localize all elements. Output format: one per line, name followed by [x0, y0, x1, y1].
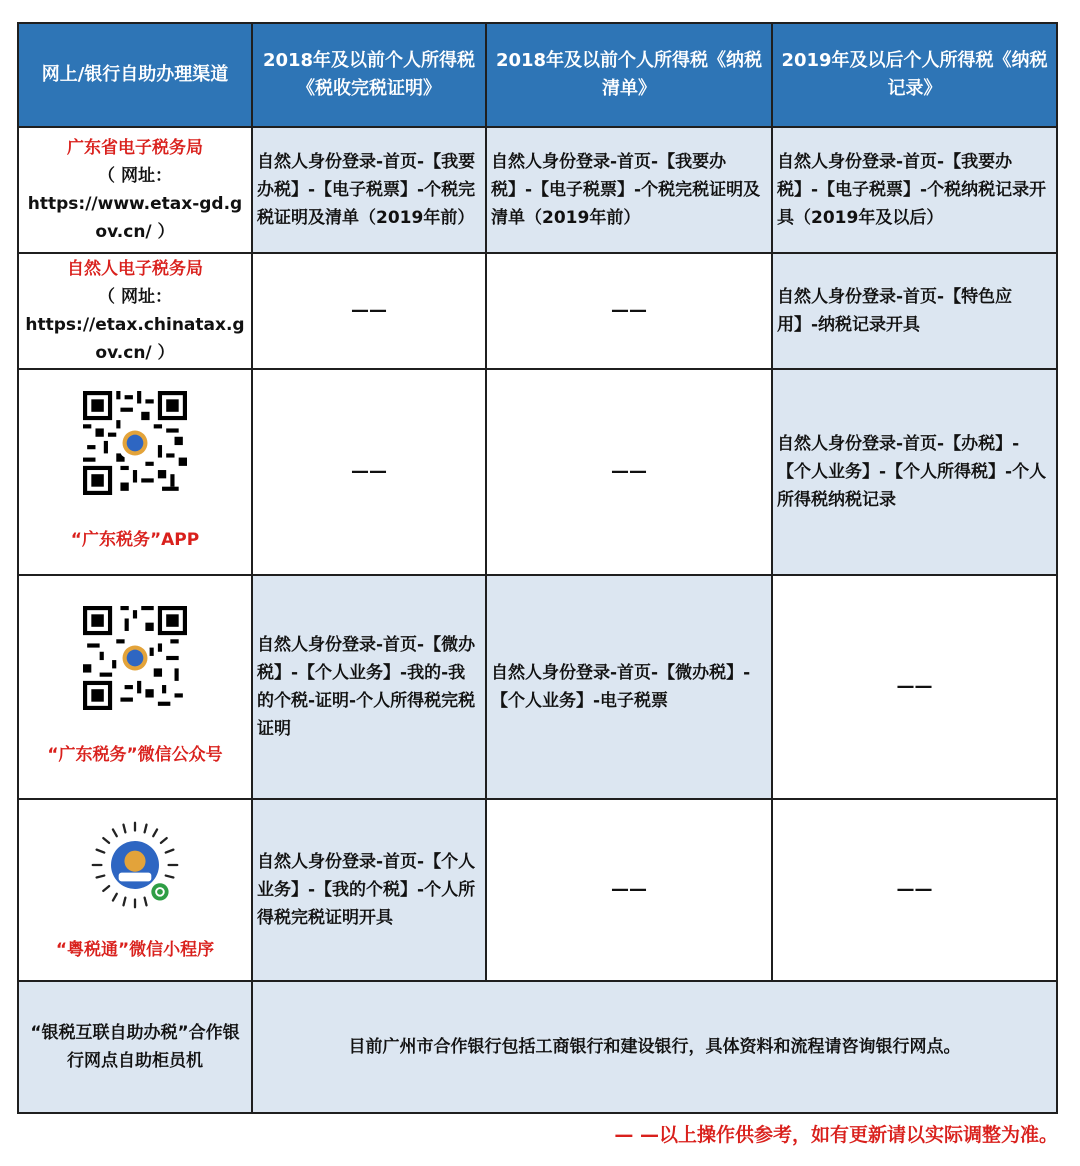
header-2018-list: 2018年及以前个人所得税《纳税清单》: [486, 23, 772, 127]
table-row: [18, 575, 1057, 799]
channel-cell: [18, 575, 252, 799]
channel-name: “广东税务”APP: [70, 529, 200, 550]
cell-2018-certificate: 自然人身份登录-首页-【个人业务】-【我的个税】-个人所得税完税证明开具: [252, 799, 486, 981]
table-header-row: [18, 23, 1057, 127]
table-row: [18, 369, 1057, 575]
channel-cell: [18, 127, 252, 253]
cell-2018-certificate: ——: [252, 369, 486, 575]
tax-channels-table: [17, 22, 1058, 1114]
header-2018-certificate: 2018年及以前个人所得税《税收完税证明》: [252, 23, 486, 127]
header-2019-record: 2019年及以后个人所得税《纳税记录》: [772, 23, 1057, 127]
cell-2018-list: 自然人身份登录-首页-【我要办税】-【电子税票】-个税完税证明及清单（2019年前）: [486, 127, 772, 253]
merged-bank-note: 目前广州市合作银行包括工商银行和建设银行，具体资料和流程请咨询银行网点。: [252, 981, 1057, 1113]
table-row: [18, 981, 1057, 1113]
channel-cell: [18, 799, 252, 981]
channel-url[interactable]: https://www.etax-gd.gov.cn/ ）: [27, 194, 243, 242]
cell-2018-list: ——: [486, 799, 772, 981]
cell-2019-record: 自然人身份登录-首页-【特色应用】-纳税记录开具: [772, 253, 1057, 369]
qr-code-icon: [83, 606, 187, 710]
cell-2018-certificate: 自然人身份登录-首页-【我要办税】-【电子税票】-个税完税证明及清单（2019年前）: [252, 127, 486, 253]
mini-program-code-icon: [87, 817, 183, 913]
channel-cell: [18, 253, 252, 369]
cell-2019-record: ——: [772, 799, 1057, 981]
cell-2019-record: 自然人身份登录-首页-【办税】-【个人业务】-【个人所得税】-个人所得税纳税记录: [772, 369, 1057, 575]
table-row: [18, 253, 1057, 369]
channel-name: “银税互联自助办税”合作银行网点自助柜员机: [30, 1023, 240, 1071]
channel-address-label: （ 网址：: [98, 287, 172, 307]
channel-name: “广东税务”微信公众号: [47, 744, 223, 765]
cell-2018-list: 自然人身份登录-首页-【微办税】-【个人业务】-电子税票: [486, 575, 772, 799]
channel-address-label: （ 网址：: [98, 166, 172, 186]
table-row: [18, 127, 1057, 253]
cell-2018-list: ——: [486, 253, 772, 369]
cell-2018-list: ——: [486, 369, 772, 575]
channel-cell: [18, 981, 252, 1113]
channel-cell: [18, 369, 252, 575]
cell-2018-certificate: 自然人身份登录-首页-【微办税】-【个人业务】-我的-我的个税-证明-个人所得税完税证明: [252, 575, 486, 799]
cell-2019-record: 自然人身份登录-首页-【我要办税】-【电子税票】-个税纳税记录开具（2019年及以后）: [772, 127, 1057, 253]
cell-2019-record: ——: [772, 575, 1057, 799]
channel-name: 广东省电子税务局: [67, 138, 203, 158]
footer-note: — —以上操作供参考，如有更新请以实际调整为准。: [614, 1124, 1058, 1146]
channel-name: 自然人电子税务局: [67, 259, 203, 279]
channel-name: “粤税通”微信小程序: [55, 939, 215, 960]
table-row: [18, 799, 1057, 981]
cell-2018-certificate: ——: [252, 253, 486, 369]
header-channel: 网上/银行自助办理渠道: [18, 23, 252, 127]
channel-url[interactable]: https://etax.chinatax.gov.cn/ ）: [25, 315, 245, 363]
qr-code-icon: [83, 391, 187, 495]
